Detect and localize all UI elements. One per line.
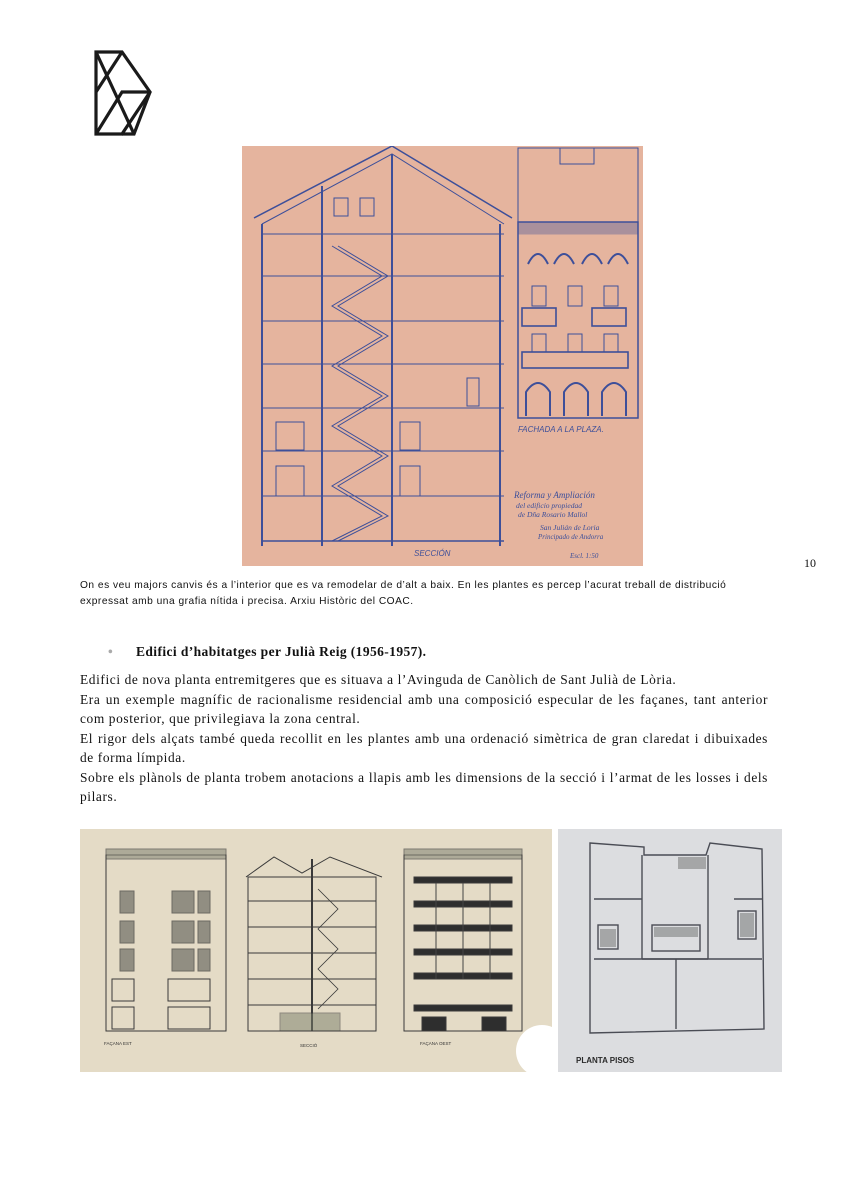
section-elevation-label: SECCIÓ	[300, 1043, 318, 1048]
figure-caption: On es veu majors canvis és a l’interior que es va remodelar de d’alt a baix. En les plantes es percep l’acurat treball de distribució expressat amb una grafia nítida i precisa. Arxiu Històric del COAC.	[80, 580, 727, 607]
blueprint-location-line1: San Julián de Loria	[540, 523, 600, 532]
blueprint-location-line2: Principado de Andorra	[538, 533, 604, 541]
section-body	[80, 670, 768, 807]
fachada-label: FACHADA A LA PLAZA.	[518, 425, 604, 434]
section-label: SECCIÓN	[414, 549, 451, 558]
floor-plan-image	[558, 829, 782, 1072]
blueprint-scale: Escl. 1:50	[570, 552, 599, 560]
paragraph: Edifici de nova planta entremitgeres que es situava a l’Avinguda de Canòlich de Sant Julià de Lòria.	[80, 672, 677, 687]
right-elevation-label: FAÇANA OEST	[420, 1041, 452, 1046]
paragraph: Sobre els plànols de planta trobem anotacions a llapis amb les dimensions de la secció i l’armat de les losses i dels pilars.	[80, 769, 768, 804]
blueprint-title-line2: del edificio propiedad	[516, 501, 582, 510]
left-elevation-label: FAÇANA EST	[104, 1041, 132, 1046]
blueprint-title-line3: de Dña Rosario Mallol	[518, 510, 588, 519]
blueprint-image	[242, 146, 643, 566]
section-heading	[108, 644, 426, 660]
plan-label: PLANTA PISOS	[576, 1056, 635, 1065]
paragraph: Era un exemple magnífic de racionalisme residencial amb una composició especular de les façanes, tant anterior com posterior, que privilegiava la zona central.	[80, 691, 768, 726]
section-heading-text: Edifici d’habitatges per Julià Reig (1956-1957).	[136, 644, 427, 659]
logo-icon	[92, 48, 154, 138]
bullet-icon: •	[108, 644, 114, 659]
page-number: 10	[804, 556, 816, 570]
blueprint-title-line1: Reforma y Ampliación	[514, 490, 595, 500]
elevations-image	[80, 829, 552, 1072]
paragraph: El rigor dels alçats també queda recollit en les plantes amb una ordenació simètrica de gran claredat i dibuixades de forma límpida.	[80, 730, 768, 765]
